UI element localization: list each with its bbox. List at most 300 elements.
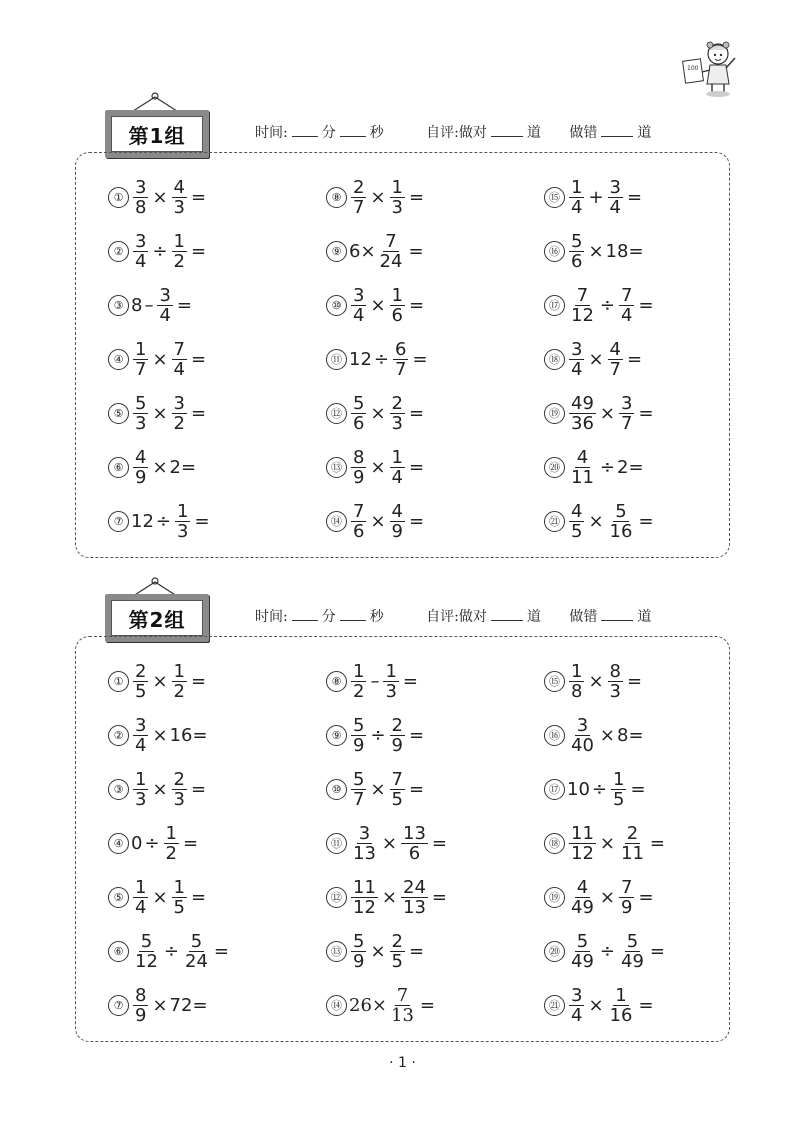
denominator: 4 — [391, 467, 403, 488]
problem-2 — [108, 232, 208, 271]
denominator: 9 — [353, 951, 365, 972]
problem-1 — [108, 178, 208, 217]
correct-blank[interactable] — [491, 608, 523, 621]
denominator: 8 — [135, 197, 147, 218]
term: 12 — [131, 510, 154, 532]
numerator: 7 — [385, 231, 397, 252]
numerator: 3 — [353, 285, 365, 306]
problem-15 — [544, 178, 644, 217]
fraction — [569, 986, 584, 1025]
fraction — [569, 662, 584, 701]
operator: = — [409, 402, 425, 424]
denominator: 5 — [135, 681, 147, 702]
problem-8 — [326, 178, 426, 217]
denominator: 3 — [173, 197, 185, 218]
dao-label: 道 — [526, 609, 541, 625]
numerator: 3 — [576, 715, 589, 736]
denominator: 3 — [135, 413, 147, 434]
operator: – — [370, 670, 380, 692]
second-label: 秒 — [369, 609, 384, 625]
problem-number: ⑫ — [326, 887, 347, 908]
numerator: 4 — [571, 501, 583, 522]
fraction — [172, 178, 187, 217]
term: 18= — [605, 240, 644, 262]
problem-1 — [108, 662, 208, 701]
numerator: 13 — [403, 823, 426, 844]
operator: = — [409, 940, 425, 962]
group-meta — [255, 122, 651, 142]
denominator: 5 — [571, 521, 583, 542]
problem-number: ⑤ — [108, 887, 129, 908]
numerator: 7 — [621, 285, 633, 306]
fraction — [133, 662, 148, 701]
wrong-label: 做错 — [569, 125, 598, 141]
problem-number: ⑳ — [544, 457, 565, 478]
denominator: 40 — [571, 735, 594, 756]
denominator: 36 — [571, 413, 594, 434]
denominator: 13 — [403, 897, 426, 918]
numerator: 3 — [135, 715, 147, 736]
group-title-frame — [105, 594, 209, 642]
denominator: 49 — [621, 951, 644, 972]
problem-number: ⑥ — [108, 941, 129, 962]
problem-17 — [544, 770, 648, 809]
term: 2= — [169, 456, 197, 478]
denominator: 24 — [185, 951, 208, 972]
problem-number: ⑩ — [326, 295, 347, 316]
fraction — [351, 286, 366, 325]
operator: × — [152, 456, 168, 478]
problem-3 — [108, 770, 208, 809]
fraction — [619, 932, 646, 971]
problem-4 — [108, 340, 208, 379]
fraction — [172, 232, 187, 271]
problem-12 — [326, 878, 449, 917]
fraction — [351, 394, 366, 433]
fraction — [390, 394, 405, 433]
denominator: 7 — [353, 197, 365, 218]
denominator: 12 — [135, 951, 158, 972]
minute-label: 分 — [321, 125, 336, 141]
fraction — [393, 340, 408, 379]
operator: ÷ — [155, 510, 171, 532]
numerator: 4 — [173, 177, 185, 198]
denominator: 5 — [391, 789, 403, 810]
numerator: 5 — [353, 715, 365, 736]
fraction — [351, 662, 366, 701]
denominator: 2 — [173, 251, 185, 272]
operator: × — [588, 670, 604, 692]
denominator: 24 — [379, 251, 403, 272]
fraction — [378, 232, 405, 271]
svg-text:100: 100 — [687, 65, 699, 72]
numerator: 5 — [615, 501, 627, 522]
fraction — [390, 286, 405, 325]
operator: × — [381, 886, 397, 908]
group-title: 第1组 — [111, 116, 203, 152]
problem-number: ⑮ — [544, 671, 565, 692]
fraction — [172, 340, 187, 379]
denominator: 3 — [385, 681, 397, 702]
operator: + — [588, 186, 604, 208]
denominator: 6 — [408, 843, 421, 864]
time-label: 时间: — [255, 125, 288, 141]
numerator: 7 — [576, 285, 589, 306]
problem-5 — [108, 394, 208, 433]
problem-number: ⑮ — [544, 187, 565, 208]
operator: × — [370, 402, 386, 424]
problem-number: ⑲ — [544, 887, 565, 908]
seconds-blank[interactable] — [340, 608, 366, 621]
problem-number: ⑪ — [326, 349, 347, 370]
numerator: 7 — [353, 501, 365, 522]
fraction — [608, 986, 635, 1025]
numerator: 5 — [576, 931, 589, 952]
numerator: 1 — [135, 339, 147, 360]
seconds-blank[interactable] — [340, 124, 366, 137]
fraction — [383, 662, 398, 701]
term: 16= — [169, 724, 208, 746]
problem-18 — [544, 824, 667, 863]
minutes-blank[interactable] — [292, 608, 318, 621]
problem-19 — [544, 394, 656, 433]
fraction — [401, 824, 428, 863]
minutes-blank[interactable] — [292, 124, 318, 137]
problem-number: ⑨ — [326, 725, 347, 746]
operator: = — [194, 510, 210, 532]
denominator: 9 — [391, 521, 403, 542]
mascot-illustration — [680, 40, 740, 98]
denominator: 6 — [353, 521, 365, 542]
numerator: 24 — [403, 877, 426, 898]
term: 8= — [617, 724, 644, 746]
numerator: 1 — [385, 661, 397, 682]
problem-19 — [544, 878, 656, 917]
problem-number: ⑩ — [326, 779, 347, 800]
numerator: 1 — [173, 231, 185, 252]
operator: × — [588, 348, 604, 370]
fraction — [351, 932, 366, 971]
operator: × — [370, 294, 386, 316]
numerator: 6 — [395, 339, 407, 360]
problem-11 — [326, 824, 449, 863]
problem-21 — [544, 502, 656, 541]
fraction — [133, 986, 148, 1025]
fraction — [133, 878, 148, 917]
operator: × — [370, 940, 386, 962]
operator: × — [152, 778, 168, 800]
fraction — [569, 394, 596, 433]
numerator: 1 — [571, 177, 583, 198]
problem-number: ⑨ — [326, 241, 347, 262]
fraction — [608, 502, 635, 541]
numerator: 5 — [135, 393, 147, 414]
operator: × — [152, 402, 168, 424]
operator: ÷ — [599, 294, 615, 316]
correct-blank[interactable] — [491, 124, 523, 137]
numerator: 2 — [626, 823, 639, 844]
operator: = — [638, 886, 654, 908]
numerator: 2 — [391, 393, 403, 414]
denominator: 11 — [571, 467, 594, 488]
denominator: 9 — [135, 1005, 147, 1026]
operator: = — [191, 240, 207, 262]
denominator: 6 — [571, 251, 583, 272]
denominator: 4 — [135, 897, 147, 918]
denominator: 7 — [609, 359, 621, 380]
numerator: 3 — [358, 823, 371, 844]
operator: × — [152, 994, 168, 1016]
numerator: 1 — [391, 285, 403, 306]
operator: = — [409, 456, 425, 478]
denominator: 9 — [353, 467, 365, 488]
numerator: 4 — [576, 877, 589, 898]
problem-16 — [544, 232, 644, 271]
operator: = — [409, 294, 425, 316]
numerator: 1 — [173, 661, 185, 682]
term: 26× — [349, 994, 387, 1016]
problem-14 — [326, 502, 426, 541]
problem-number: ③ — [108, 779, 129, 800]
operator: ÷ — [373, 348, 389, 370]
minute-label: 分 — [321, 609, 336, 625]
numerator: 1 — [391, 447, 403, 468]
operator: = — [191, 348, 207, 370]
fraction — [569, 878, 596, 917]
operator: = — [409, 186, 425, 208]
fraction — [619, 824, 646, 863]
term: 72= — [169, 994, 208, 1016]
numerator: 5 — [626, 931, 639, 952]
problem-number: ⑫ — [326, 403, 347, 424]
numerator: 2 — [353, 177, 365, 198]
denominator: 3 — [391, 197, 403, 218]
numerator: 5 — [353, 769, 365, 790]
numerator: 11 — [353, 877, 376, 898]
fraction — [608, 178, 623, 217]
problem-number: ⑲ — [544, 403, 565, 424]
fraction — [351, 502, 366, 541]
term: 8 — [131, 294, 143, 316]
fraction — [351, 824, 378, 863]
operator: × — [152, 348, 168, 370]
operator: ÷ — [591, 778, 607, 800]
problem-5 — [108, 878, 208, 917]
numerator: 7 — [391, 769, 403, 790]
operator: × — [152, 886, 168, 908]
problem-number: ④ — [108, 833, 129, 854]
numerator: 5 — [140, 931, 153, 952]
fraction — [175, 502, 190, 541]
problem-10 — [326, 770, 426, 809]
denominator: 9 — [135, 467, 147, 488]
problem-18 — [544, 340, 644, 379]
problem-number: ⑳ — [544, 941, 565, 962]
problem-9 — [326, 232, 426, 271]
numerator: 2 — [173, 769, 185, 790]
operator: × — [599, 832, 615, 854]
operator: × — [152, 724, 168, 746]
fraction — [390, 502, 405, 541]
problem-16 — [544, 716, 644, 755]
problem-3 — [108, 286, 194, 325]
numerator: 4 — [391, 501, 403, 522]
denominator: 7 — [353, 789, 365, 810]
operator: = — [191, 670, 207, 692]
operator: × — [599, 886, 615, 908]
fraction — [351, 448, 366, 487]
operator: × — [599, 402, 615, 424]
denominator: 3 — [609, 681, 621, 702]
operator: × — [152, 670, 168, 692]
problem-10 — [326, 286, 426, 325]
fraction — [569, 286, 596, 325]
problem-7 — [108, 986, 208, 1025]
fraction — [133, 394, 148, 433]
fraction — [351, 716, 366, 755]
denominator: 4 — [571, 359, 583, 380]
operator: = — [638, 510, 654, 532]
problem-number: ⑬ — [326, 941, 347, 962]
fraction — [351, 178, 366, 217]
numerator: 49 — [571, 393, 594, 414]
problem-number: ⑰ — [544, 779, 565, 800]
numerator: 3 — [135, 177, 147, 198]
denominator: 49 — [571, 897, 594, 918]
numerator: 3 — [621, 393, 633, 414]
problem-number: ⑧ — [326, 671, 347, 692]
self-eval-label: 自评:做对 — [426, 125, 487, 141]
problem-13 — [326, 932, 426, 971]
numerator: 11 — [571, 823, 594, 844]
problem-7 — [108, 502, 212, 541]
fraction — [133, 932, 160, 971]
numerator: 3 — [159, 285, 171, 306]
fraction — [608, 340, 623, 379]
wrong-blank[interactable] — [601, 124, 633, 137]
problem-number: ⑪ — [326, 833, 347, 854]
fraction — [569, 502, 584, 541]
denominator: 12 — [353, 897, 376, 918]
operator: × — [370, 510, 386, 532]
fraction — [401, 878, 428, 917]
numerator: 2 — [135, 661, 147, 682]
operator: = — [649, 940, 665, 962]
operator: = — [191, 186, 207, 208]
denominator: 13 — [353, 843, 376, 864]
denominator: 7 — [135, 359, 147, 380]
operator: × — [370, 778, 386, 800]
problem-number: ㉑ — [544, 511, 565, 532]
numerator: 1 — [613, 769, 625, 790]
denominator: 3 — [173, 789, 185, 810]
operator: × — [370, 186, 386, 208]
second-label: 秒 — [369, 125, 384, 141]
operator: = — [408, 240, 424, 262]
problem-13 — [326, 448, 426, 487]
problem-number: ② — [108, 725, 129, 746]
numerator: 2 — [391, 931, 403, 952]
fraction — [569, 824, 596, 863]
numerator: 7 — [621, 877, 633, 898]
denominator: 4 — [621, 305, 633, 326]
numerator: 4 — [609, 339, 621, 360]
denominator: 4 — [173, 359, 185, 380]
term: 0 — [131, 832, 143, 854]
fraction — [569, 448, 596, 487]
operator: = — [638, 402, 654, 424]
dao-label: 道 — [526, 125, 541, 141]
numerator: 4 — [576, 447, 589, 468]
wrong-label: 做错 — [569, 609, 598, 625]
fraction — [133, 232, 148, 271]
fraction — [157, 286, 172, 325]
wrong-blank[interactable] — [601, 608, 633, 621]
operator: ÷ — [152, 240, 168, 262]
operator: × — [588, 994, 604, 1016]
fraction — [172, 662, 187, 701]
numerator: 7 — [173, 339, 185, 360]
numerator: 1 — [165, 823, 177, 844]
operator: = — [630, 778, 646, 800]
operator: = — [649, 832, 665, 854]
problem-number: ⑭ — [326, 511, 347, 532]
denominator: 16 — [609, 521, 633, 542]
fraction — [569, 716, 596, 755]
fraction — [390, 716, 405, 755]
operator: × — [381, 832, 397, 854]
fraction — [172, 878, 187, 917]
numerator: 1 — [391, 177, 403, 198]
numerator: 1 — [135, 877, 147, 898]
fraction — [390, 932, 405, 971]
numerator: 1 — [173, 877, 185, 898]
operator: = — [638, 294, 654, 316]
denominator: 4 — [353, 305, 365, 326]
dao-label: 道 — [637, 125, 652, 141]
time-label: 时间: — [255, 609, 288, 625]
problem-number: ⑬ — [326, 457, 347, 478]
problem-number: ⑧ — [326, 187, 347, 208]
numerator: 8 — [609, 661, 621, 682]
fraction — [619, 878, 634, 917]
denominator: 13 — [391, 1005, 414, 1026]
denominator: 7 — [621, 413, 633, 434]
numerator: 1 — [615, 985, 627, 1006]
operator: ÷ — [144, 832, 160, 854]
denominator: 4 — [135, 735, 147, 756]
fraction — [619, 286, 634, 325]
denominator: 2 — [173, 681, 185, 702]
problem-17 — [544, 286, 656, 325]
fraction — [133, 448, 148, 487]
page-number: · 1 · — [389, 1055, 416, 1071]
operator: = — [409, 724, 425, 746]
operator: = — [191, 402, 207, 424]
operator: ÷ — [163, 940, 179, 962]
numerator: 3 — [609, 177, 621, 198]
denominator: 3 — [177, 521, 189, 542]
numerator: 7 — [396, 985, 409, 1006]
fraction — [390, 448, 405, 487]
fraction — [133, 340, 148, 379]
denominator: 2 — [173, 413, 185, 434]
operator: × — [588, 510, 604, 532]
numerator: 5 — [353, 393, 365, 414]
operator: = — [419, 994, 435, 1016]
operator: = — [176, 294, 192, 316]
fraction — [390, 178, 405, 217]
